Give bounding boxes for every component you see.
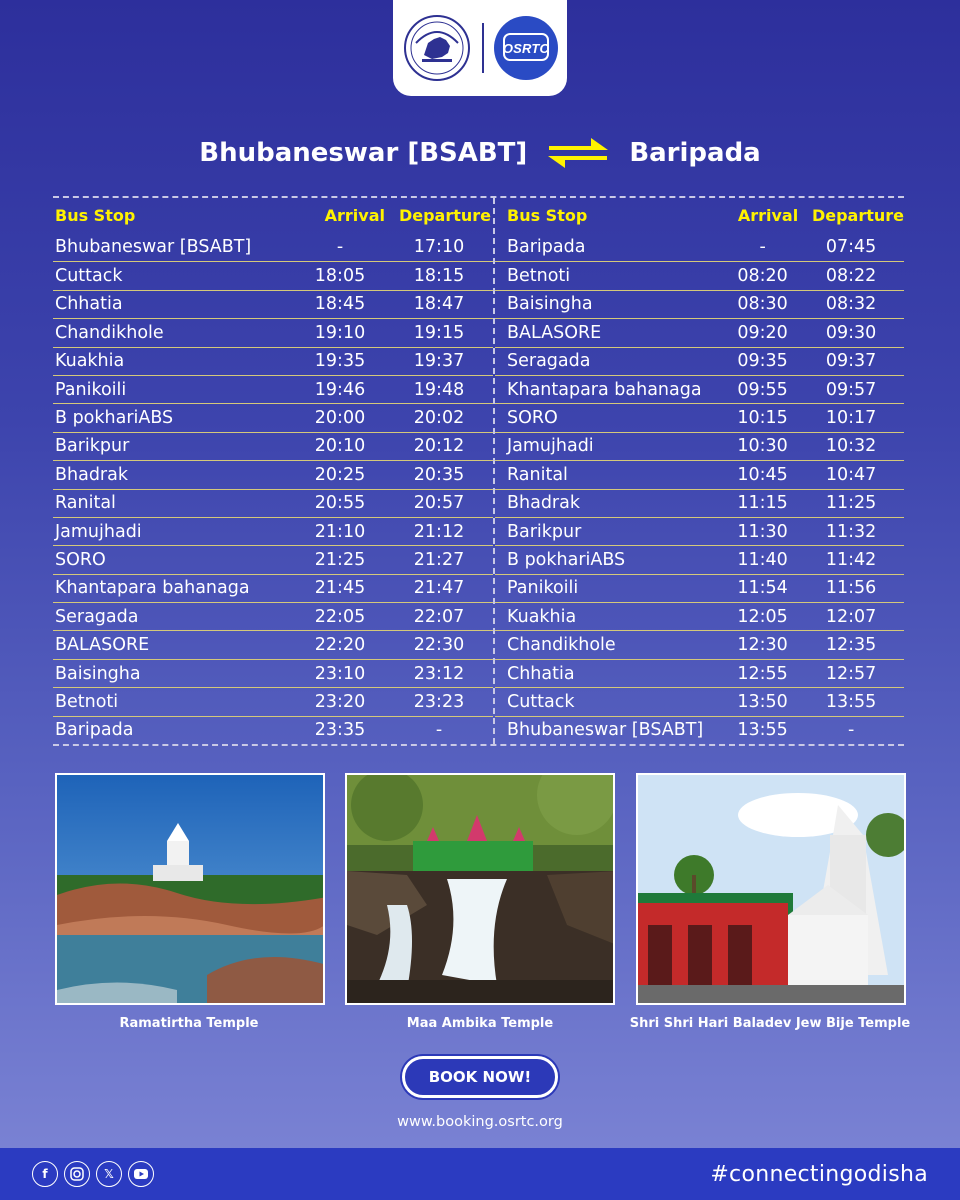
booking-website-link[interactable]: www.booking.osrtc.org <box>397 1114 563 1130</box>
stop-name: BALASORE <box>507 322 602 343</box>
footer-bar <box>0 1148 960 1200</box>
arrival-time: 09:35 <box>737 351 788 372</box>
stop-name: Ranital <box>55 493 116 514</box>
table-row <box>53 460 493 488</box>
table-header <box>495 198 904 233</box>
departure-time: 12:35 <box>825 635 877 656</box>
table-row <box>53 318 493 346</box>
stop-name: Betnoti <box>55 691 119 712</box>
stop-name: Bhubaneswar [BSABT] <box>507 720 704 741</box>
route-destination: Baripada <box>629 138 761 168</box>
maa-ambika-caption: Maa Ambika Temple <box>406 1016 554 1031</box>
arrival-time: 12:05 <box>737 606 788 627</box>
arrival-time: 09:20 <box>737 322 788 343</box>
arrival-time: 10:30 <box>737 436 788 457</box>
arrival-time: 11:54 <box>737 578 788 599</box>
table-row <box>495 574 904 602</box>
stop-name: Chhatia <box>55 294 123 315</box>
table-row <box>495 233 904 261</box>
stop-name: Panikoili <box>55 379 127 400</box>
route-origin: Bhubaneswar [BSABT] <box>199 138 528 168</box>
table-row <box>53 403 493 431</box>
departure-time: 20:35 <box>413 464 465 485</box>
table-row <box>53 545 493 573</box>
table-row <box>53 489 493 517</box>
facebook-icon[interactable]: f <box>32 1161 58 1187</box>
departure-time: 19:48 <box>413 379 465 400</box>
departure-time: 23:12 <box>413 663 465 684</box>
arrival-time: 10:45 <box>737 464 788 485</box>
departure-time: 11:25 <box>825 493 877 514</box>
bus-icon <box>498 28 554 68</box>
x-icon[interactable]: 𝕏 <box>96 1161 122 1187</box>
route-title <box>0 128 960 178</box>
departure-time: 19:15 <box>413 322 465 343</box>
table-row <box>53 375 493 403</box>
departure-time: 23:23 <box>413 691 465 712</box>
stop-name: Baisingha <box>507 294 593 315</box>
stop-name: SORO <box>507 408 558 429</box>
departure-time: 21:47 <box>413 578 465 599</box>
stop-name: SORO <box>55 549 106 570</box>
table-row <box>495 716 904 744</box>
arrival-time: 13:55 <box>737 720 788 741</box>
header-departure: Departure <box>811 206 904 225</box>
stop-name: Kuakhia <box>507 606 577 627</box>
departure-time: 09:37 <box>825 351 877 372</box>
return-table <box>493 198 904 744</box>
departure-time: 20:02 <box>413 408 465 429</box>
stop-name: Seragada <box>55 606 139 627</box>
arrival-time: 20:55 <box>314 493 366 514</box>
stop-name: Baripada <box>507 237 586 258</box>
arrival-time: 20:00 <box>314 408 366 429</box>
departure-time: 21:27 <box>413 549 465 570</box>
hashtag-text: #connectingodisha <box>710 1161 928 1187</box>
table-row <box>495 318 904 346</box>
arrival-time: 12:55 <box>737 663 788 684</box>
table-row <box>495 375 904 403</box>
stop-name: Barikpur <box>55 436 130 457</box>
arrival-time: 19:10 <box>314 322 366 343</box>
table-row <box>53 347 493 375</box>
header-bus-stop: Bus Stop <box>55 206 136 225</box>
table-header <box>53 198 493 233</box>
departure-time: 08:22 <box>825 266 877 287</box>
stop-name: Khantapara bahanaga <box>55 578 250 599</box>
departure-time: 20:57 <box>413 493 465 514</box>
departure-time: 19:37 <box>413 351 465 372</box>
arrival-time: 21:45 <box>314 578 366 599</box>
table-row <box>495 517 904 545</box>
social-links <box>32 1161 154 1187</box>
hari-baladev-caption: Shri Shri Hari Baladev Jew Bije Temple <box>629 1016 911 1031</box>
stop-name: Kuakhia <box>55 351 125 372</box>
arrival-time: 10:15 <box>737 408 788 429</box>
instagram-icon[interactable] <box>64 1161 90 1187</box>
stop-name: Khantapara bahanaga <box>507 379 702 400</box>
table-row <box>495 630 904 658</box>
stop-name: B pokhariABS <box>507 549 626 570</box>
stop-name: Bhadrak <box>55 464 128 485</box>
stop-name: Seragada <box>507 351 591 372</box>
departure-time: 22:30 <box>413 635 465 656</box>
departure-time: 12:07 <box>825 606 877 627</box>
arrival-time: 22:20 <box>314 635 366 656</box>
arrival-time: 23:10 <box>314 663 366 684</box>
arrival-time: 18:05 <box>314 266 366 287</box>
stop-name: Panikoili <box>507 578 579 599</box>
youtube-icon[interactable] <box>128 1161 154 1187</box>
table-row <box>53 261 493 289</box>
table-row <box>495 347 904 375</box>
hari-baladev-temple-photo <box>636 773 906 1005</box>
stop-name: BALASORE <box>55 635 150 656</box>
arrival-time: 12:30 <box>737 635 788 656</box>
stop-name: Cuttack <box>55 266 123 287</box>
osrtc-logo <box>494 16 558 80</box>
odisha-emblem-icon <box>402 13 472 83</box>
stop-name: Baripada <box>55 720 134 741</box>
arrival-time: 21:10 <box>314 521 366 542</box>
maa-ambika-temple-photo <box>345 773 615 1005</box>
outbound-table <box>53 198 493 744</box>
arrival-time: 20:10 <box>314 436 366 457</box>
arrival-time: - <box>336 237 344 258</box>
arrival-time: 19:35 <box>314 351 366 372</box>
departure-time: 22:07 <box>413 606 465 627</box>
table-row <box>53 517 493 545</box>
arrival-time: - <box>759 237 766 258</box>
stop-name: Chandikhole <box>55 322 164 343</box>
stop-name: Bhubaneswar [BSABT] <box>55 237 252 258</box>
departure-time: 18:47 <box>413 294 465 315</box>
table-row <box>53 233 493 261</box>
table-row <box>495 602 904 630</box>
departure-time: 10:32 <box>825 436 877 457</box>
stop-name: Bhadrak <box>507 493 580 514</box>
header-departure: Departure <box>398 206 491 225</box>
table-row <box>495 403 904 431</box>
arrival-time: 22:05 <box>314 606 366 627</box>
table-row <box>495 687 904 715</box>
stop-name: Barikpur <box>507 521 582 542</box>
table-row <box>53 659 493 687</box>
table-row <box>495 261 904 289</box>
arrival-time: 23:20 <box>314 691 366 712</box>
arrival-time: 18:45 <box>314 294 366 315</box>
arrival-time: 23:35 <box>314 720 366 741</box>
table-row <box>495 432 904 460</box>
departure-time: 11:32 <box>825 521 877 542</box>
stop-name: Baisingha <box>55 663 141 684</box>
table-row <box>495 489 904 517</box>
logo-card <box>393 0 567 96</box>
ramatirtha-temple-photo <box>55 773 325 1005</box>
osrtc-brand-text: OSRTC <box>502 40 550 56</box>
table-row <box>53 630 493 658</box>
departure-time: - <box>847 720 855 741</box>
departure-time: 21:12 <box>413 521 465 542</box>
logo-divider <box>482 23 484 73</box>
table-row <box>53 716 493 744</box>
table-row <box>495 290 904 318</box>
arrival-time: 08:20 <box>737 266 788 287</box>
stop-name: Jamujhadi <box>507 436 594 457</box>
arrival-time: 11:40 <box>737 549 788 570</box>
header-bus-stop: Bus Stop <box>507 206 588 225</box>
two-way-arrows-icon <box>545 133 611 173</box>
departure-time: 09:30 <box>825 322 877 343</box>
stop-name: Betnoti <box>507 266 571 287</box>
table-row <box>53 574 493 602</box>
stop-name: Ranital <box>507 464 568 485</box>
stop-name: Jamujhadi <box>55 521 142 542</box>
departure-time: 11:42 <box>825 549 877 570</box>
table-row <box>53 687 493 715</box>
table-row <box>495 659 904 687</box>
arrival-time: 20:25 <box>314 464 366 485</box>
book-now-button[interactable]: BOOK NOW! <box>402 1056 558 1098</box>
departure-time: 07:45 <box>825 237 877 258</box>
stop-name: Chandikhole <box>507 635 616 656</box>
departure-time: 18:15 <box>413 266 465 287</box>
departure-time: 13:55 <box>825 691 877 712</box>
table-row <box>495 545 904 573</box>
stop-name: Cuttack <box>507 691 575 712</box>
timetable <box>53 196 904 746</box>
arrival-time: 21:25 <box>314 549 366 570</box>
arrival-time: 11:15 <box>737 493 788 514</box>
departure-time: - <box>435 720 443 741</box>
ramatirtha-caption: Ramatirtha Temple <box>119 1016 259 1031</box>
table-row <box>53 432 493 460</box>
departure-time: 20:12 <box>413 436 465 457</box>
arrival-time: 08:30 <box>737 294 788 315</box>
arrival-time: 09:55 <box>737 379 788 400</box>
header-arrival: Arrival <box>737 206 799 225</box>
departure-time: 12:57 <box>825 663 877 684</box>
table-row <box>53 602 493 630</box>
departure-time: 09:57 <box>825 379 877 400</box>
departure-time: 10:17 <box>825 408 877 429</box>
table-row <box>495 460 904 488</box>
departure-time: 11:56 <box>825 578 877 599</box>
table-row <box>53 290 493 318</box>
departure-time: 10:47 <box>825 464 877 485</box>
stop-name: B pokhariABS <box>55 408 174 429</box>
header-arrival: Arrival <box>324 206 385 225</box>
arrival-time: 11:30 <box>737 521 788 542</box>
departure-time: 17:10 <box>413 237 465 258</box>
departure-time: 08:32 <box>825 294 877 315</box>
stop-name: Chhatia <box>507 663 575 684</box>
arrival-time: 13:50 <box>737 691 788 712</box>
arrival-time: 19:46 <box>314 379 366 400</box>
